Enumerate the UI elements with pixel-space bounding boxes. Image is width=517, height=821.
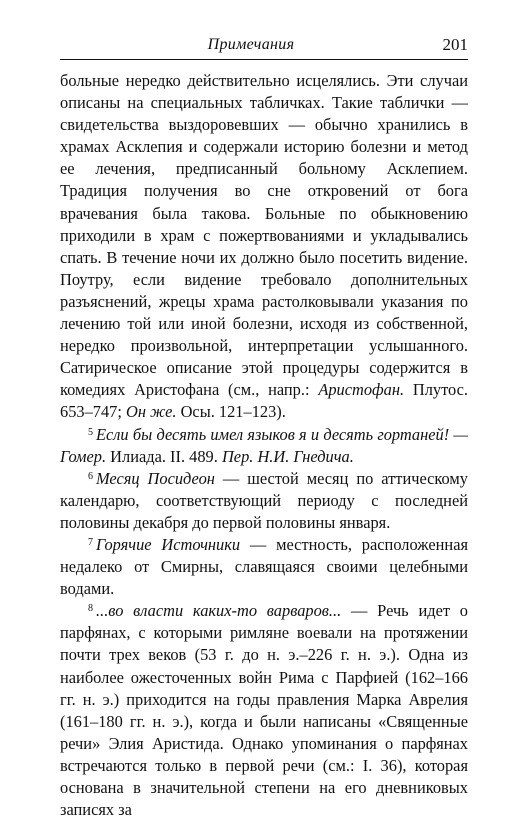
notes-body [60, 70, 468, 821]
note-5 [60, 424, 468, 468]
note-continuation [60, 70, 468, 424]
italic-text: Горячие Источники [96, 534, 241, 554]
running-title: Примечания [207, 36, 295, 53]
italic-text: Пер. Н.И. Гнедича. [221, 446, 354, 466]
text: Плутос. 653–747; [60, 380, 469, 422]
note-6 [60, 468, 468, 534]
italic-text: Если бы десять имел языков я и десять гортаней! — Гомер. [60, 424, 468, 466]
text: — местность, расположенная недалеко от Смирны, славящаяся своими целебными водами. [60, 534, 469, 599]
text: больные нередко действительно исцелялись. Эти случаи описаны на специальных табличках. Такие таблички — свидетельства выздоровевших — обычно хранились в храмах Асклепия и содержали историю болезни и метод ее лечения, предписанный больному Асклепием. Традиция получения во сне откровений от бога врачевания была такова. Больные по обыкновению приходили в храм с пожертвованиями и укладывались спать. В течение ночи их должно было посетить видение. Поутру, если видение требовало дополнительных разъяснений, жрецы храма растолковывали указания по лечению той или иной болезни, исходя из собственной, нередко произвольной, интерпретации услышанного. Сатирическое описание этой процедуры содержится в комедиях Аристофана (см., напр.: [60, 71, 468, 400]
italic-text: ...во власти каких-то варваров... [96, 601, 342, 621]
text: — Речь идет о парфянах, с которыми римляне воевали на протяжении почти трех веков (53 г. до н. э.–226 г. н. э.). Одна из наиболее ожесточенных войн Рима с Парфией (162–166 гг. н. э.) приходится на годы правления Марка Аврелия (161–180 гг. н. э.), когда и были написаны «Священные речи» Элия Аристида. Однако упоминания о парфянах встречаются только в первой речи (см.: I. 36), которая основана в значительной степени на его дневниковых записях за [60, 601, 468, 820]
text: — шестой месяц по аттическому календарю, соответствующий периоду с последней половины декабря до первой половины января. [60, 468, 468, 532]
footnote-number: 8 [88, 603, 93, 615]
footnote-number: 7 [88, 536, 93, 548]
note-8 [60, 600, 468, 821]
note-7 [60, 534, 468, 600]
page-number: 201 [442, 35, 468, 54]
italic-text: Месяц Посидеон [96, 468, 215, 488]
text: Осы. 121–123). [176, 402, 286, 422]
running-header [60, 33, 468, 60]
italic-text: Аристофан. [318, 380, 405, 400]
footnote-number: 5 [88, 426, 93, 438]
text: Илиада. II. 489. [106, 446, 222, 466]
footnote-number: 6 [88, 470, 93, 482]
italic-text: Он же. [126, 402, 177, 422]
